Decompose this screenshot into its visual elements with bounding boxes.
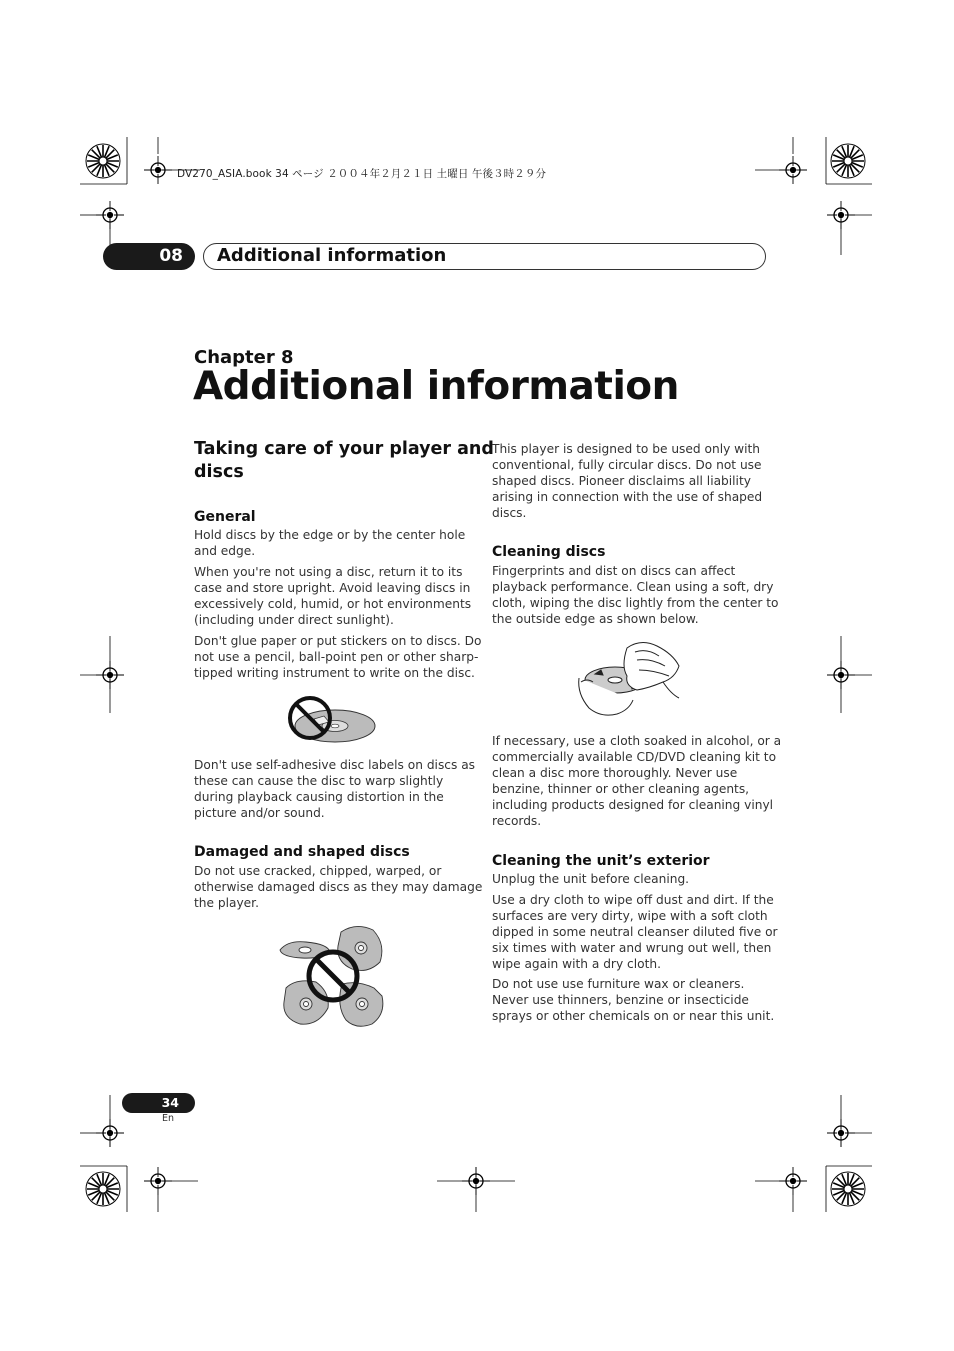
prohibited-sticker-disc-icon: [284, 693, 379, 747]
cleaning-paragraph-1: Fingerprints and dist on discs can affect playback performance. Clean using a soft, dry cloth, wiping the disc lightly from the center to the outside edge as shown below.: [492, 564, 779, 626]
heading-cleaning-discs: Cleaning discs: [492, 544, 606, 560]
exterior-paragraph-1: Unplug the unit before cleaning.: [492, 872, 690, 886]
registration-star-icon: [831, 1172, 865, 1206]
general-paragraph-1: Hold discs by the edge or by the center hole and edge.: [194, 528, 466, 558]
general-paragraph-2: When you're not using a disc, return it to its case and store upright. Avoid leaving discs in excessively cold, humid, or hot environments (including under direct sunlight).: [194, 565, 472, 627]
registration-star-icon: [86, 1172, 120, 1206]
shaped-discs-intro: This player is designed to be used only with conventional, fully circular discs. Do not use shaped discs. Pioneer disclaims all liability arising in connection with the use of shaped discs.: [492, 442, 763, 520]
heading-damaged-discs: Damaged and shaped discs: [194, 844, 410, 860]
chapter-title: Additional information: [193, 364, 679, 409]
exterior-paragraph-2: Use a dry cloth to wipe off dust and dirt. If the surfaces are very dirty, wipe with a soft cloth dipped in some neutral cleanser diluted five or six times with water and wrung out well, then wipe again with a dry cloth.: [492, 893, 778, 971]
damaged-paragraph: Do not use cracked, chipped, warped, or otherwise damaged discs as they may damage the player.: [194, 864, 483, 910]
page-number: 34: [122, 1093, 195, 1113]
exterior-paragraph-3: Do not use use furniture wax or cleaners. Never use thinners, benzine or insecticide sprays or other chemicals on or near this unit.: [492, 977, 775, 1023]
heading-general: General: [194, 509, 256, 525]
disc-cleaning-hand-icon: [575, 638, 685, 722]
chapter-number-tab: 08: [103, 243, 195, 270]
prohibited-damaged-discs-icon: [276, 922, 388, 1030]
print-job-header: DV270_ASIA.book 34 ページ ２００４年２月２１日 土曜日 午後３時２９分: [177, 168, 547, 180]
section-title-line2: discs: [194, 462, 244, 482]
general-paragraph-3: Don't glue paper or put stickers on to discs. Do not use a pencil, ball-point pen or other sharp- tipped writing instrument to write on the disc.: [194, 634, 482, 680]
registration-star-icon: [86, 144, 120, 178]
general-paragraph-4: Don't use self-adhesive disc labels on discs as these can cause the disc to warp slightly during playback causing distortion in the picture and/or sound.: [194, 758, 476, 820]
cleaning-paragraph-2: If necessary, use a cloth soaked in alcohol, or a commercially available CD/DVD cleaning kit to clean a disc more thoroughly. Never use benzine, thinner or other cleaning agents, including products designed for cleaning vinyl records.: [492, 734, 782, 828]
registration-star-icon: [831, 144, 865, 178]
heading-cleaning-exterior: Cleaning the unit’s exterior: [492, 853, 710, 869]
page-language: En: [162, 1113, 175, 1124]
header-title: Additional information: [217, 245, 447, 266]
chapter-label: Chapter 8: [194, 347, 294, 368]
section-title-line1: Taking care of your player and: [194, 439, 494, 459]
